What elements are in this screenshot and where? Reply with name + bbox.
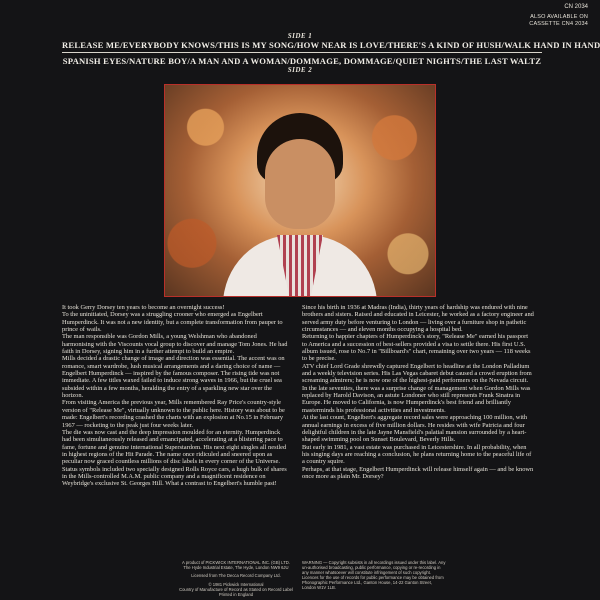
side-2-tracklist: SPANISH EYES/NATURE BOY/A MAN AND A WOMAN/DOMMAGE, DOMMAGE/QUIET NIGHTS/THE LAST WALTZ <box>62 56 542 66</box>
sleeve-note-paragraph: Since his birth in 1936 at Madras (India), thirty years of hardship was endured with nine brothers and sisters. Raised and educated in Leicester, he worked as a factory engineer and served army duty before venturing to London — living over a furniture shop in pathetic circumstances — and eleven months occupying a hospital bed. <box>302 304 534 334</box>
also-available-line: ALSO AVAILABLE ON <box>530 14 588 20</box>
sleeve-note-paragraph: Returning to happier chapters of Humperdinck's story, "Release Me" earned his passport to America and a succession of best-sellers provided a visa to settle there. His first U.S. album issued, rose to No.7 in "Billboard's" chart, remaining over two years — 118 weeks to be precise. <box>302 333 531 363</box>
side-1-label: SIDE 1 <box>287 32 313 40</box>
artist-portrait-photo <box>164 84 436 297</box>
sleeve-note-paragraph: At the last count, Engelbert's aggregate record sales were approaching 100 million, with annual earnings in excess of five million dollars. He resides with wife Patricia and four delightful children in the late Jayne Mansfield's palatial mansion surrounded by a heart-shaped swimming pool on Sunset Boulevard, Beverly Hills. <box>302 414 528 444</box>
sleeve-note-paragraph: It took Gerry Dorsey ten years to become an overnight success! <box>62 304 225 311</box>
side-1-tracklist: RELEASE ME/EVERYBODY KNOWS/THIS IS MY SONG/HOW NEAR IS LOVE/THERE'S A KIND OF HUSH/WALK HAND IN HAND <box>62 40 600 50</box>
printed-in-notice: Printed in England <box>218 592 254 597</box>
sleeve-note-paragraph: Mills decided a drastic change of image and direction was essential. The accent was on romance, smart wardrobe, lush musical arrangements and a daring choice of name — Engelbert Humperdinck — inspired by the famous composer. The rising tide was not immediate. A few titles waxed failed to induce strong waves in 1966, but the cruel sea subsided within a few months, heralding the entry of a sparkling new star over the horizon. <box>62 355 285 400</box>
sleeve-notes-right-column <box>302 304 534 480</box>
license-credit: Licensed from The Decca Record Company Ltd. <box>191 573 281 578</box>
copyright-notice: © 1981 Pickwick International <box>208 582 264 587</box>
sleeve-note-paragraph: In the late seventies, there was a surprise change of management when Gordon Mills was replaced by Harold Davison, an astute Londoner who still represents Frank Sinatra in Europe. He moved to California, is now Humperdinck's best friend and brilliantly masterminds his professional activities and investments. <box>302 384 531 414</box>
publisher-credits <box>176 560 296 597</box>
sleeve-note-paragraph: Status symbols included two specially designed Rolls Royce cars, a hugh bulk of shares in the Mills-controlled M.A.M. public company and a magnificent residence on Weybridge's exclusive St. Georges Hill. What a contrast to Engelbert's humble past! <box>62 465 287 488</box>
sleeve-note-paragraph: ATV chief Lord Grade shrewdly captured Engelbert to headline at the London Palladium and a weekly television series. His Las Vegas cabaret debut caused a crowd eruption from screaming admirers; he is now one of the highest-paid performers on the Nevada circuit. <box>302 362 532 385</box>
sleeve-note-paragraph: The man responsible was Gordon Mills, a young Welshman who abandoned harmonising with the Viscounts vocal group to discover and manage Tom Jones. He had faith in Dorsey, signing him in a further attempt to build an empire. <box>62 333 288 356</box>
sleeve-note-paragraph: From visiting America the previous year, Mills remembered Ray Price's country-style version of "Release Me", virtually unknown to the public here. History was about to be made: Engelbert's recording crashed the charts with an explosion at No.15 in February 1967 — rocketing to the peak just four weeks later. <box>62 399 285 429</box>
sleeve-note-paragraph: Perhaps, at that stage, Engelbert Humperdinck will release himself again — and be known once more as plain Mr. Dorsey? <box>302 465 534 480</box>
product-line: A product of PICKWICK INTERNATIONAL INC. (GB) LTD. <box>182 560 290 565</box>
cassette-number: CASSETTE CN4 2034 <box>529 21 588 27</box>
tracklist-divider <box>62 52 542 53</box>
manufacture-notice: Country of Manufacture of Record as Stated on Record Label <box>179 587 293 592</box>
sleeve-note-paragraph: The die was now cast and the deep impression moulded for an eternity. Humperdinck had been simultaneously released and emancipated, accelerating at a blistering pace to fame, fortune and genuine international Superstardom. His next eight singles all nestled in highest regions of the Hit Parade. The name once ridiculed and sneered upon as peculiar now graced countless millions of disc labels in every corner of the Universe. <box>62 428 287 466</box>
portrait-face <box>265 139 335 229</box>
catalogue-number: CN 2034 <box>564 4 588 10</box>
sleeve-notes-left-column <box>62 304 290 488</box>
copyright-warning: WARNING — Copyright subsists in all recordings issued under this label. Any un-authorised broadcasting, public performance, copying or re-recording in any manner whatsoever will constitute infringement of such copyright. Licences for the use of records for public performance may be obtained from Phonographic Performance Ltd., Ganton House, 14-22 Ganton Street, London W1V 1LB. <box>302 560 446 590</box>
sleeve-note-paragraph: To the uninitiated, Dorsey was a struggling crooner who emerged as Engelbert Humperdinck. It was not a new identity, but a complete transformation from pauper to prince of wails. <box>62 311 283 334</box>
sleeve-note-paragraph: But early in 1981, a vast estate was purchased in Leicestershire. In all probability, when his singing days are reaching a conclusion, he plans returning home to the peaceful life of a country squire. <box>302 443 532 466</box>
also-available-notice <box>529 14 588 28</box>
publisher-address: The Hyde Industrial Estate, The Hyde, London NW9 6JU <box>183 565 289 570</box>
side-2-label: SIDE 2 <box>287 66 313 74</box>
